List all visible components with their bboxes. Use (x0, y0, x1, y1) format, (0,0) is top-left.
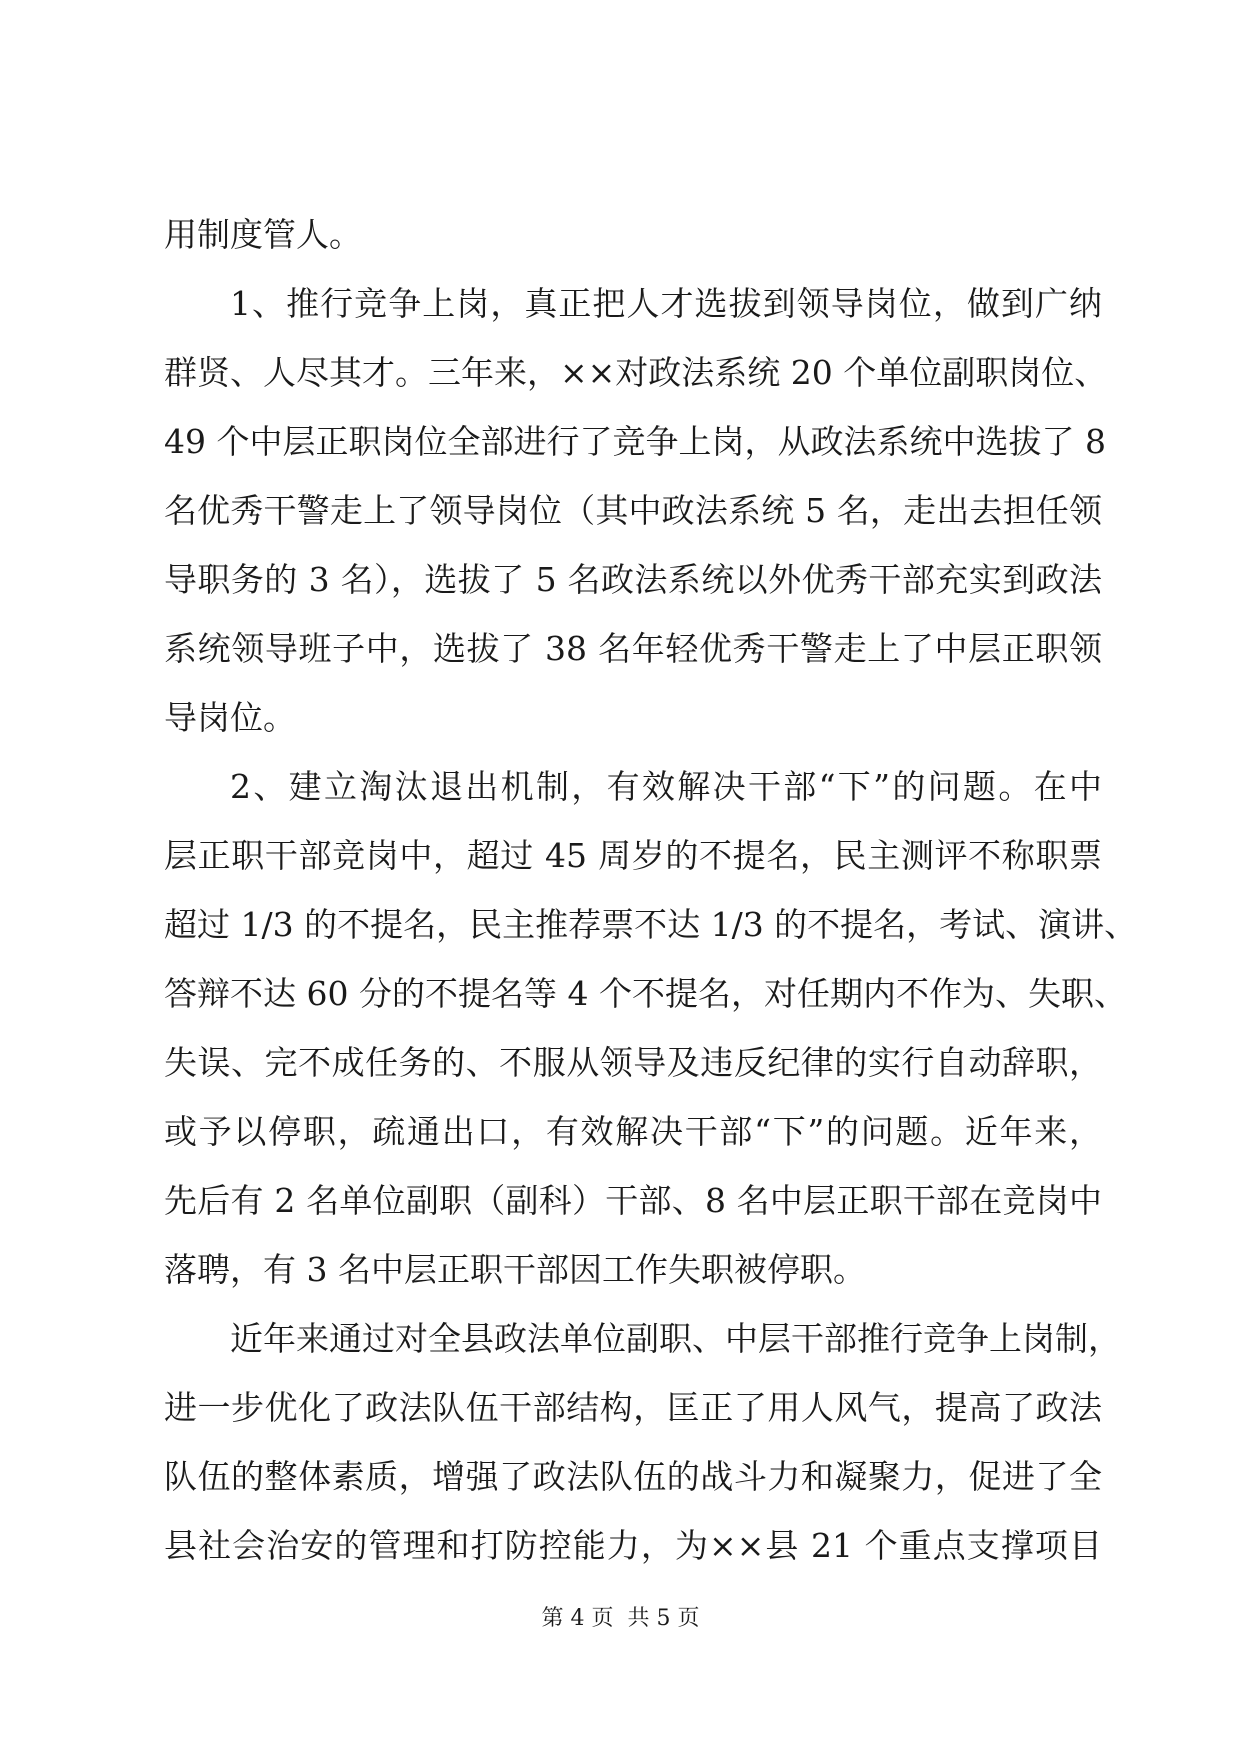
text-line: 或予以停职，疏通出口，有效解决干部“下”的问题。近年来， (164, 1112, 1102, 1151)
text-line: 队伍的整体素质，增强了政法队伍的战斗力和凝聚力，促进了全 (164, 1457, 1102, 1496)
page-footer (0, 1604, 1241, 1634)
text-line: 名优秀干警走上了领导岗位（其中政法系统 5 名，走出去担任领 (164, 491, 1102, 530)
text-line: 落聘，有 3 名中层正职干部因工作失职被停职。 (164, 1250, 866, 1289)
text-line: 答辩不达 60 分的不提名等 4 个不提名，对任期内不作为、失职、 (164, 974, 1127, 1013)
page-number: 第 4 页 共 5 页 (541, 1606, 700, 1631)
document-body (164, 200, 1138, 1580)
text-line: 2、建立淘汰退出机制，有效解决干部“下”的问题。在中 (230, 767, 1102, 806)
text-line: 导职务的 3 名），选拔了 5 名政法系统以外优秀干部充实到政法 (164, 560, 1102, 599)
text-line: 群贤、人尽其才。三年来，××对政法系统 20 个单位副职岗位、 (164, 353, 1108, 392)
text-line: 用制度管人。 (164, 215, 362, 254)
text-line: 近年来通过对全县政法单位副职、中层干部推行竞争上岗制， (230, 1319, 1121, 1358)
text-line: 系统领导班子中，选拔了 38 名年轻优秀干警走上了中层正职领 (164, 629, 1102, 668)
text-line: 1、推行竞争上岗，真正把人才选拔到领导岗位，做到广纳 (230, 284, 1102, 323)
text-line: 进一步优化了政法队伍干部结构，匡正了用人风气，提高了政法 (164, 1388, 1102, 1427)
text-line: 导岗位。 (164, 698, 296, 737)
text-line: 先后有 2 名单位副职（副科）干部、8 名中层正职干部在竞岗中 (164, 1181, 1102, 1220)
text-line: 超过 1/3 的不提名，民主推荐票不达 1/3 的不提名，考试、演讲、 (164, 905, 1138, 944)
text-line: 层正职干部竞岗中，超过 45 周岁的不提名，民主测评不称职票 (164, 836, 1102, 875)
text-line: 失误、完不成任务的、不服从领导及违反纪律的实行自动辞职， (164, 1043, 1102, 1082)
text-line: 县社会治安的管理和打防控能力，为××县 21 个重点支撑项目 (164, 1526, 1102, 1565)
text-line: 49 个中层正职岗位全部进行了竞争上岗，从政法系统中选拔了 8 (164, 422, 1106, 461)
